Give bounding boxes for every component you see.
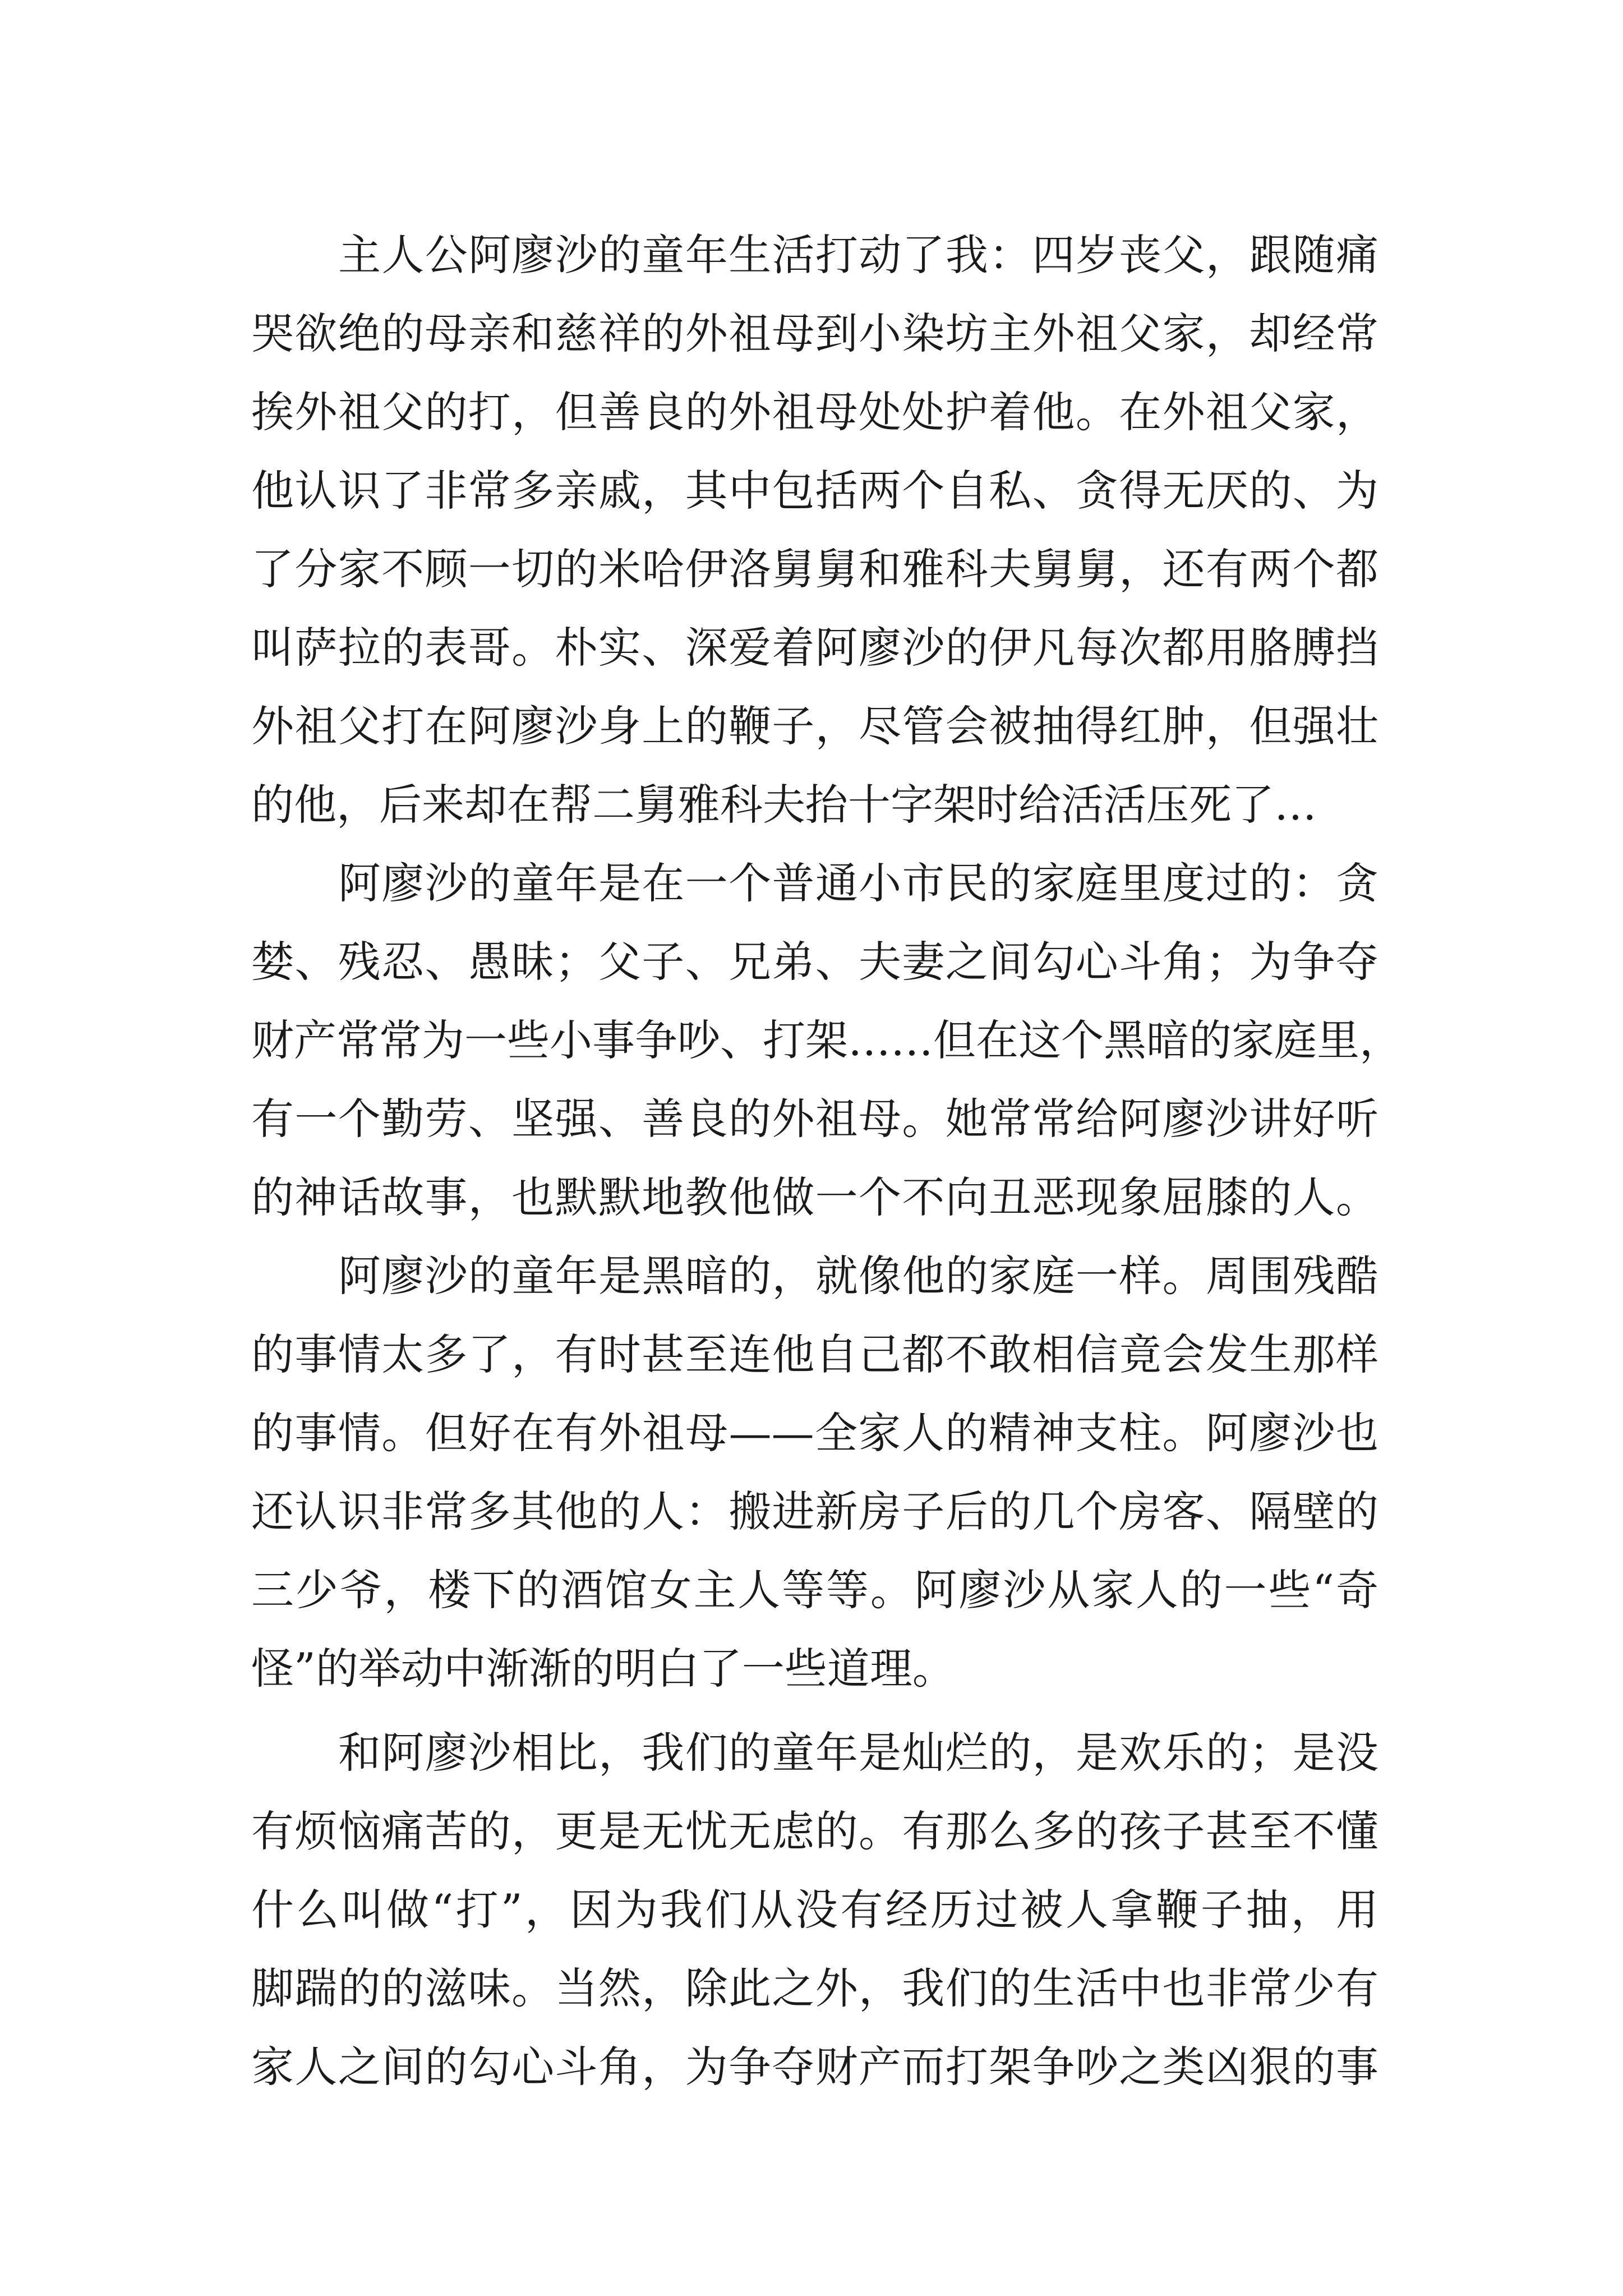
paragraph-1	[251, 216, 1378, 844]
text-line: 婪、残忍、愚昧；父子、兄弟、夫妻之间勾心斗角；为争夺	[251, 937, 1378, 987]
text-line: 哭欲绝的母亲和慈祥的外祖母到小染坊主外祖父家，却经常	[251, 309, 1378, 358]
text-line: 叫萨拉的表哥。朴实、深爱着阿廖沙的伊凡每次都用胳膊挡	[251, 623, 1378, 673]
text-line: 财产常常为一些小事争吵、打架……但在这个黑暗的家庭里，	[251, 1015, 1402, 1065]
text-line: 和阿廖沙相比，我们的童年是灿烂的，是欢乐的；是没	[338, 1728, 1378, 1778]
body-text	[251, 216, 1402, 2106]
text-line: 的神话故事，也默默地教他做一个不向丑恶现象屈膝的人。	[251, 1172, 1378, 1222]
text-line: 脚踹的的滋味。当然，除此之外，我们的生活中也非常少有	[251, 1963, 1378, 2013]
text-line: 他认识了非常多亲戚，其中包括两个自私、贪得无厌的、为	[251, 466, 1378, 516]
text-line: 主人公阿廖沙的童年生活打动了我：四岁丧父，跟随痛	[338, 230, 1378, 280]
text-line: 什么叫做“打”，因为我们从没有经历过被人拿鞭子抽，用	[251, 1885, 1378, 1935]
text-line: 怪”的举动中渐渐的明白了一些道理。	[251, 1644, 955, 1694]
text-line: 三少爷，楼下的酒馆女主人等等。阿廖沙从家人的一些“奇	[251, 1565, 1378, 1615]
text-line: 挨外祖父的打，但善良的外祖母处处护着他。在外祖父家，	[251, 387, 1378, 437]
text-line: 的事情。但好在有外祖母——全家人的精神支柱。阿廖沙也	[251, 1408, 1378, 1458]
text-line: 了分家不顾一切的米哈伊洛舅舅和雅科夫舅舅，还有两个都	[251, 544, 1378, 594]
text-line: 的他，后来却在帮二舅雅科夫抬十字架时给活活压死了…	[251, 780, 1317, 830]
text-line: 家人之间的勾心斗角，为争夺财产而打架争吵之类凶狠的事	[251, 2042, 1378, 2092]
paragraph-4	[251, 1714, 1378, 2106]
text-line: 有烦恼痛苦的，更是无忧无虑的。有那么多的孩子甚至不懂	[251, 1806, 1378, 1856]
text-line: 阿廖沙的童年是黑暗的，就像他的家庭一样。周围残酷	[338, 1251, 1378, 1301]
text-line: 的事情太多了，有时甚至连他自己都不敢相信竟会发生那样	[251, 1329, 1378, 1379]
paragraph-3	[251, 1237, 1378, 1708]
paragraph-2	[251, 844, 1402, 1237]
text-line: 外祖父打在阿廖沙身上的鞭子，尽管会被抽得红肿，但强壮	[251, 701, 1378, 751]
text-line: 还认识非常多其他的人：搬进新房子后的几个房客、隔壁的	[251, 1487, 1378, 1536]
text-line: 阿廖沙的童年是在一个普通小市民的家庭里度过的：贪	[338, 858, 1378, 908]
text-line: 有一个勤劳、坚强、善良的外祖母。她常常给阿廖沙讲好听	[251, 1094, 1378, 1144]
paragraph-gap	[251, 1708, 1378, 1714]
